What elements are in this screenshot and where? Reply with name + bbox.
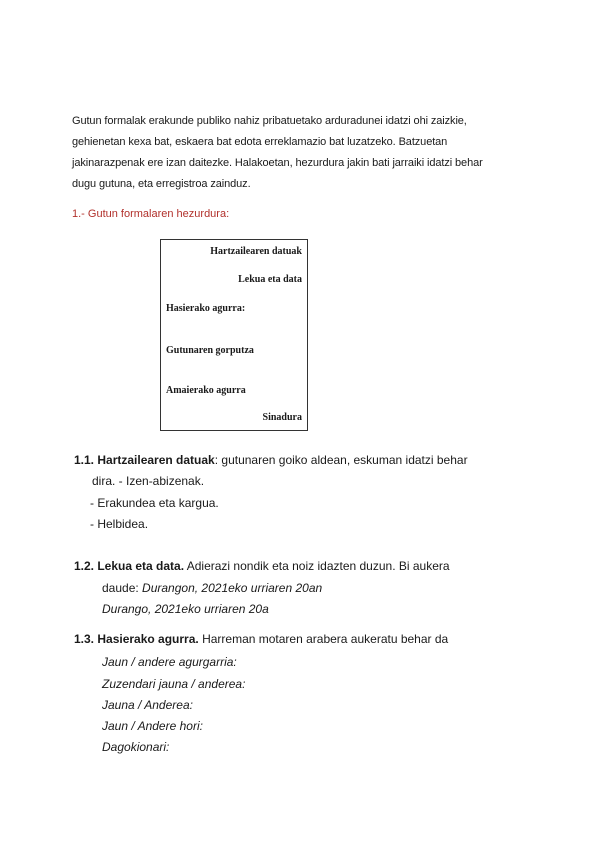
item-1-2-example: Durangon, 2021eko urriaren 20an [142, 581, 323, 595]
item-1-3-example: Dagokionari: [102, 740, 170, 754]
item-1-3-example: Jaun / Andere hori: [102, 719, 203, 733]
intro-line: dugu gutuna, eta erregistroa zainduz. [72, 178, 251, 190]
item-1-2-line [74, 559, 450, 573]
item-1-1-text: : gutunaren goiko aldean, eskuman idatzi behar [214, 453, 468, 467]
item-1-3-example: Jaun / andere agurgarria: [102, 655, 237, 669]
item-1-2-cont [102, 581, 322, 595]
intro-line: Gutun formalak erakunde publiko nahiz pribatuetako arduradunei idatzi ohi zaizkie, [72, 115, 467, 127]
letter-structure-diagram [160, 239, 308, 431]
item-1-3-title: 1.3. Hasierako agurra. [74, 632, 199, 646]
item-1-1-cont: dira. - Izen-abizenak. [92, 474, 205, 488]
intro-line: gehienetan kexa bat, eskaera bat edota erreklamazio bat luzatzeko. Batzuetan [72, 136, 448, 148]
item-1-1-bullet: - Erakundea eta kargua. [90, 496, 219, 510]
item-1-1-title: 1.1. Hartzailearen datuak [74, 453, 215, 467]
item-1-3-line [74, 632, 448, 646]
diagram-place-date-label: Lekua eta data [238, 274, 302, 285]
item-1-3-text: Harreman motaren arabera aukeratu behar da [198, 632, 449, 646]
diagram-sender-label: Hartzailearen datuak [210, 246, 302, 257]
diagram-greeting-label: Hasierako agurra: [166, 303, 246, 314]
item-1-3-example: Zuzendari jauna / anderea: [102, 677, 246, 691]
section-heading: 1.- Gutun formalaren hezurdura: [72, 208, 230, 220]
item-1-1-bullet: - Helbidea. [90, 517, 149, 531]
diagram-closing-label: Amaierako agurra [166, 385, 246, 396]
item-1-2-text: Adierazi nondik eta noiz idazten duzun. Bi aukera [184, 559, 450, 573]
diagram-signature-label: Sinadura [262, 412, 302, 423]
item-1-2-example: Durango, 2021eko urriaren 20a [102, 602, 269, 616]
item-1-3-example: Jauna / Anderea: [102, 698, 193, 712]
item-1-2-cont-prefix: daude: [102, 581, 143, 595]
diagram-body-label: Gutunaren gorputza [166, 345, 254, 356]
intro-line: jakinarazpenak ere izan daitezke. Halakoetan, hezurdura jakin bati jarraiki idatzi behar [72, 157, 483, 169]
item-1-1-line [74, 453, 468, 467]
item-1-2-title: 1.2. Lekua eta data. [74, 559, 185, 573]
intro-paragraph [72, 111, 542, 195]
